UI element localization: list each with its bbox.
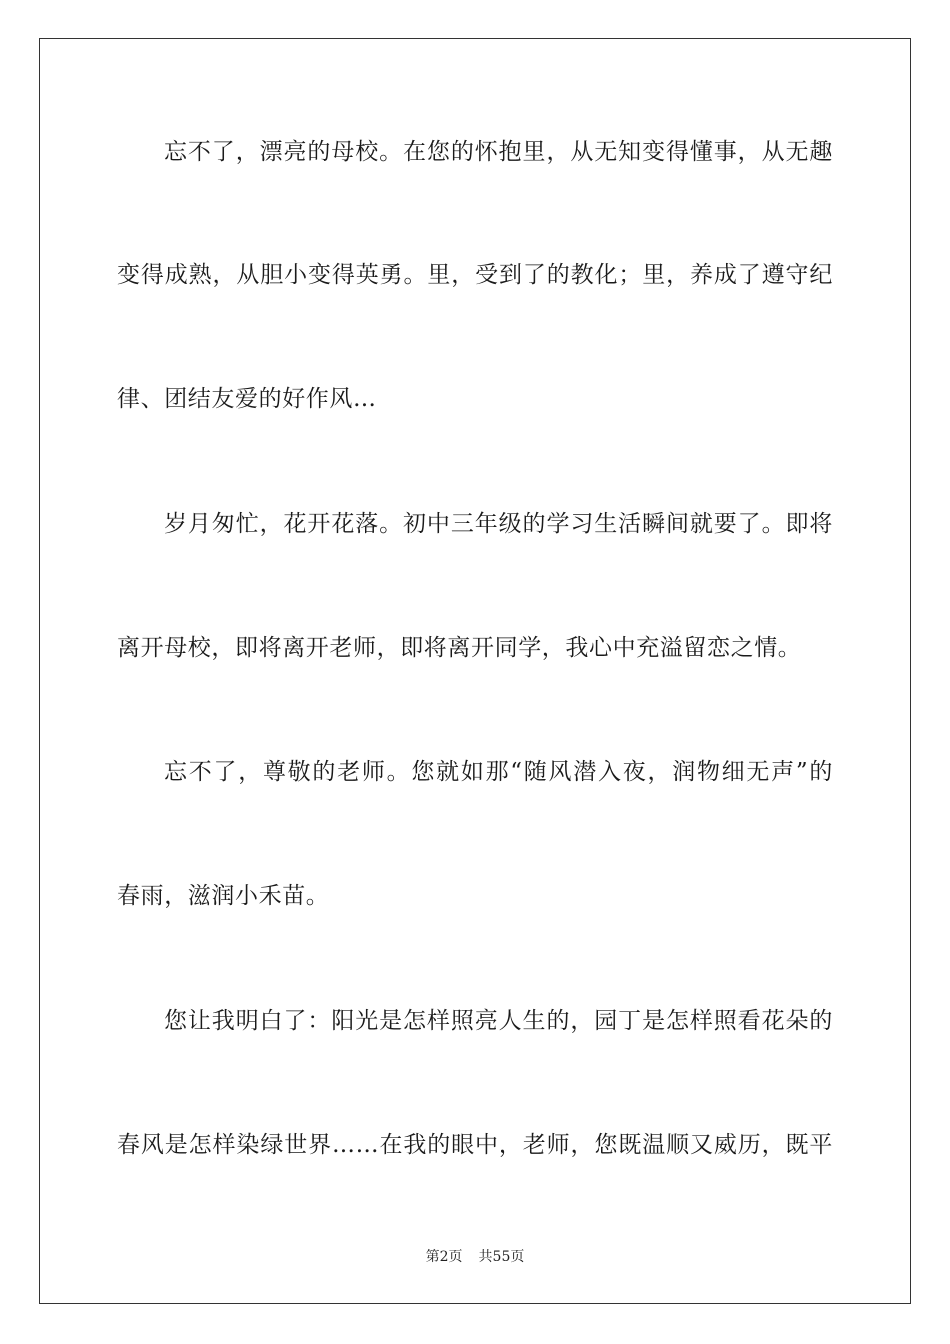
text-line: 律、团结友爱的好作风… [117,386,377,412]
text-line: 您让我明白了：阳光是怎样照亮人生的，园丁是怎样照看花朵的 [164,1008,833,1034]
page-number: 第2页 [425,1249,463,1265]
text-line: 离开母校，即将离开老师，即将离开同学，我心中充溢留恋之情。 [117,635,802,661]
text-line: 忘不了，漂亮的母校。在您的怀抱里，从无知变得懂事，从无趣 [164,139,833,165]
page-total: 共55页 [478,1249,525,1265]
text-line: 岁月匆忙，花开花落。初中三年级的学习生活瞬间就要了。即将 [164,511,833,537]
page-footer [0,1247,950,1267]
text-line: 春雨，滋润小禾苗。 [117,883,330,909]
text-line: 变得成熟，从胆小变得英勇。里，受到了的教化；里，养成了遵守纪 [117,262,833,288]
text-line: 忘不了，尊敬的老师。您就如那“随风潜入夜，润物细无声”的 [164,759,833,785]
text-line: 春风是怎样染绿世界……在我的眼中，老师，您既温顺又威历，既平 [117,1132,833,1158]
page-frame [39,38,911,1304]
